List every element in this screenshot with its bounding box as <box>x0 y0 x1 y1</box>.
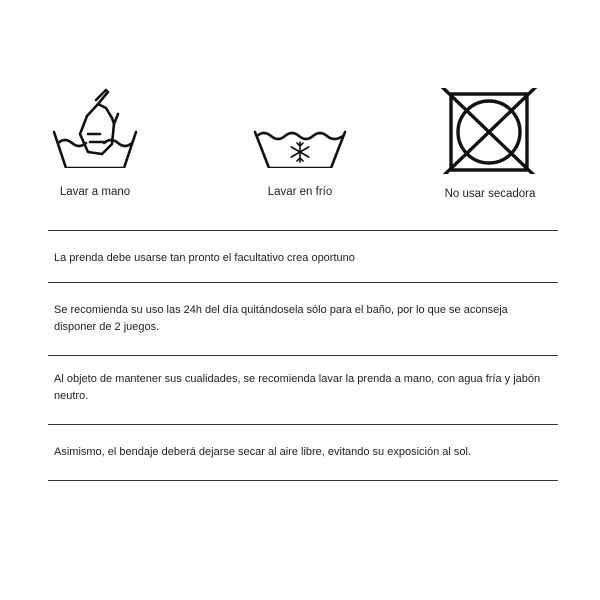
hand-wash-icon <box>40 88 150 168</box>
care-symbols-row <box>0 88 600 218</box>
care-note: Al objeto de mantener sus cualidades, se recomienda lavar la prenda a mano, con agua fría y jabón neutro. <box>48 355 558 424</box>
divider <box>48 480 558 481</box>
care-symbol-hand-wash <box>5 88 185 218</box>
snowflake-icon <box>291 142 308 162</box>
care-note: Asimismo, el bendaje deberá dejarse secar al aire libre, evitando su exposición al sol. <box>48 424 558 480</box>
care-instructions-list <box>48 230 558 481</box>
cold-wash-icon <box>245 88 355 168</box>
care-symbol-cold-wash <box>210 88 390 218</box>
no-tumble-dry-icon <box>435 88 545 174</box>
no-tumble-dry-label: No usar secadora <box>444 188 536 200</box>
care-symbol-no-tumble-dry <box>400 88 580 218</box>
hand-wash-label: Lavar a mano <box>59 186 131 198</box>
care-note: Se recomienda su uso las 24h del día quitándosela sólo para el baño, por lo que se aconseja disponer de 2 juegos. <box>48 282 558 355</box>
care-note: La prenda debe usarse tan pronto el facultativo crea oportuno <box>48 230 558 282</box>
cold-wash-label: Lavar en frío <box>267 186 333 198</box>
